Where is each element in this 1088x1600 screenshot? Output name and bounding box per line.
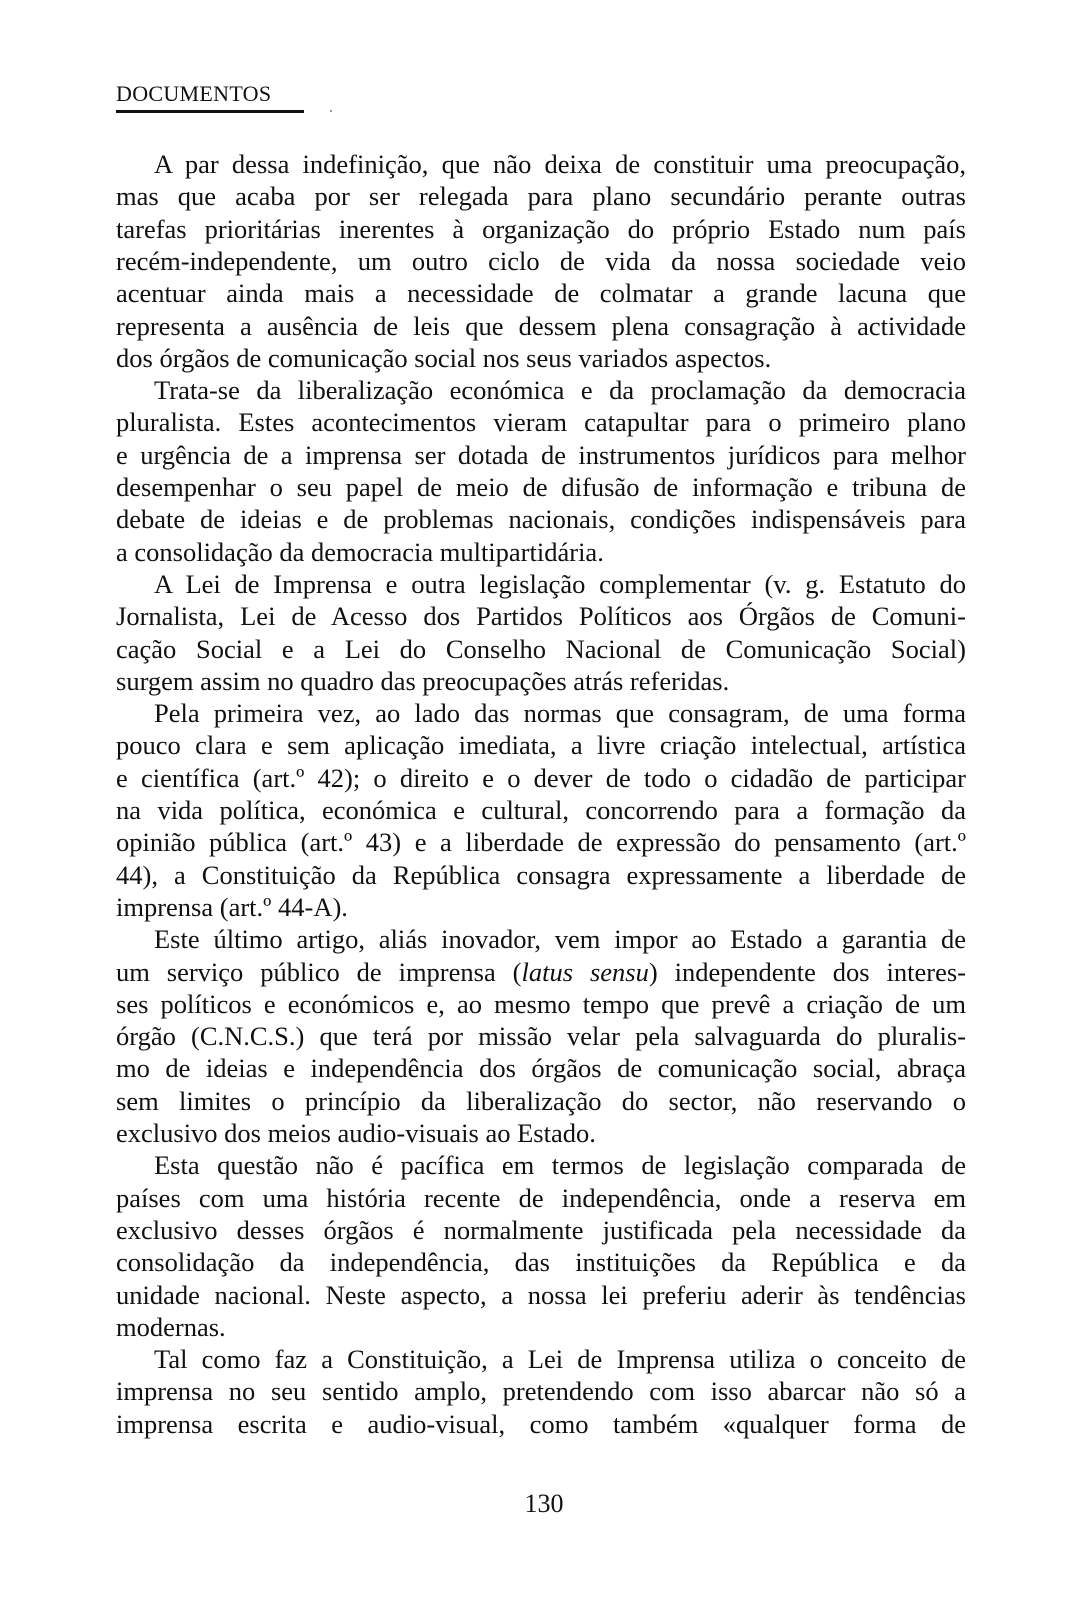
text-line: órgão (C.N.C.S.) que terá por missão velar pela salvaguarda do pluralis- bbox=[116, 1021, 966, 1052]
text-line: e científica (art.º 42); o direito e o dever de todo o cidadão de participar bbox=[116, 762, 966, 793]
text-line: imprensa (art.º 44-A). bbox=[116, 891, 348, 922]
text-line: Trata-se da liberalização económica e da proclamação da democracia bbox=[154, 375, 966, 406]
text-line: surgem assim no quadro das preocupações atrás referidas. bbox=[116, 665, 730, 696]
text-line: ses políticos e económicos e, ao mesmo tempo que prevê a criação de um bbox=[116, 988, 966, 1019]
text-line: A Lei de Imprensa e outra legislação complementar (v. g. Estatuto do bbox=[154, 568, 966, 599]
text-line: 44), a Constituição da República consagra expressamente a liberdade de bbox=[116, 859, 966, 890]
text-line: imprensa escrita e audio-visual, como também «qualquer forma de bbox=[116, 1408, 966, 1439]
text-line: sem limites o princípio da liberalização do sector, não reservando o bbox=[116, 1085, 966, 1116]
text-segment: um serviço público de imprensa ( bbox=[116, 956, 522, 987]
text-line: Esta questão não é pacífica em termos de legislação comparada de bbox=[154, 1150, 966, 1181]
text-line: tarefas prioritárias inerentes à organização do próprio Estado num país bbox=[116, 213, 966, 244]
text-line: cação Social e a Lei do Conselho Nacional de Comunicação Social) bbox=[116, 633, 966, 664]
text-line: pluralista. Estes acontecimentos vieram catapultar para o primeiro plano bbox=[116, 407, 966, 438]
page-number: 130 bbox=[524, 1489, 564, 1518]
text-line: debate de ideias e de problemas nacionais, condições indispensáveis para bbox=[116, 504, 966, 535]
text-line: A par dessa indefinição, que não deixa de constituir uma preocupação, bbox=[154, 149, 966, 179]
text-line: mo de ideias e independência dos órgãos de comunicação social, abraça bbox=[116, 1053, 966, 1084]
header-underline bbox=[116, 110, 304, 113]
text-line: pouco clara e sem aplicação imediata, a livre criação intelectual, artística bbox=[116, 730, 966, 761]
text-line: desempenhar o seu papel de meio de difusão de informação e tribuna de bbox=[116, 472, 966, 502]
text-segment: ) independente dos interes- bbox=[648, 956, 966, 987]
scan-speck bbox=[330, 110, 332, 112]
text-line: modernas. bbox=[116, 1311, 226, 1342]
text-line: exclusivo dos meios audio-visuais ao Estado. bbox=[116, 1118, 596, 1148]
text-line: exclusivo desses órgãos é normalmente justificada pela necessidade da bbox=[116, 1214, 966, 1245]
text-line: Tal como faz a Constituição, a Lei de Imprensa utiliza o conceito de bbox=[154, 1344, 966, 1375]
text-line: recém-independente, um outro ciclo de vida da nossa sociedade veio bbox=[116, 245, 966, 276]
text-line: na vida política, económica e cultural, concorrendo para a formação da bbox=[116, 795, 966, 825]
text-line: países com uma história recente de independência, onde a reserva em bbox=[116, 1182, 966, 1213]
text-line: Este último artigo, aliás inovador, vem impor ao Estado a garantia de bbox=[154, 924, 966, 955]
text-line: consolidação da independência, das instituições da República e da bbox=[116, 1247, 966, 1278]
section-header: DOCUMENTOS bbox=[116, 81, 272, 106]
text-line: acentuar ainda mais a necessidade de colmatar a grande lacuna que bbox=[116, 278, 966, 309]
text-line: a consolidação da democracia multipartidária. bbox=[116, 536, 604, 567]
text-line: imprensa no seu sentido amplo, pretendendo com isso abarcar não só a bbox=[116, 1376, 966, 1407]
text-line: Pela primeira vez, ao lado das normas que consagram, de uma forma bbox=[154, 698, 966, 729]
text-line: e urgência de a imprensa ser dotada de instrumentos jurídicos para melhor bbox=[116, 439, 966, 470]
text-line: representa a ausência de leis que dessem plena consagração à actividade bbox=[116, 310, 966, 341]
text-line: Jornalista, Lei de Acesso dos Partidos Políticos aos Órgãos de Comuni- bbox=[116, 601, 966, 632]
text-line: dos órgãos de comunicação social nos seus variados aspectos. bbox=[116, 342, 772, 373]
text-line: unidade nacional. Neste aspecto, a nossa lei preferiu aderir às tendências bbox=[116, 1279, 966, 1310]
text-line: mas que acaba por ser relegada para plano secundário perante outras bbox=[116, 181, 966, 212]
italic-term: latus sensu bbox=[521, 956, 649, 987]
text-line bbox=[116, 956, 966, 988]
text-line: opinião pública (art.º 43) e a liberdade de expressão do pensamento (art.º bbox=[116, 827, 966, 858]
